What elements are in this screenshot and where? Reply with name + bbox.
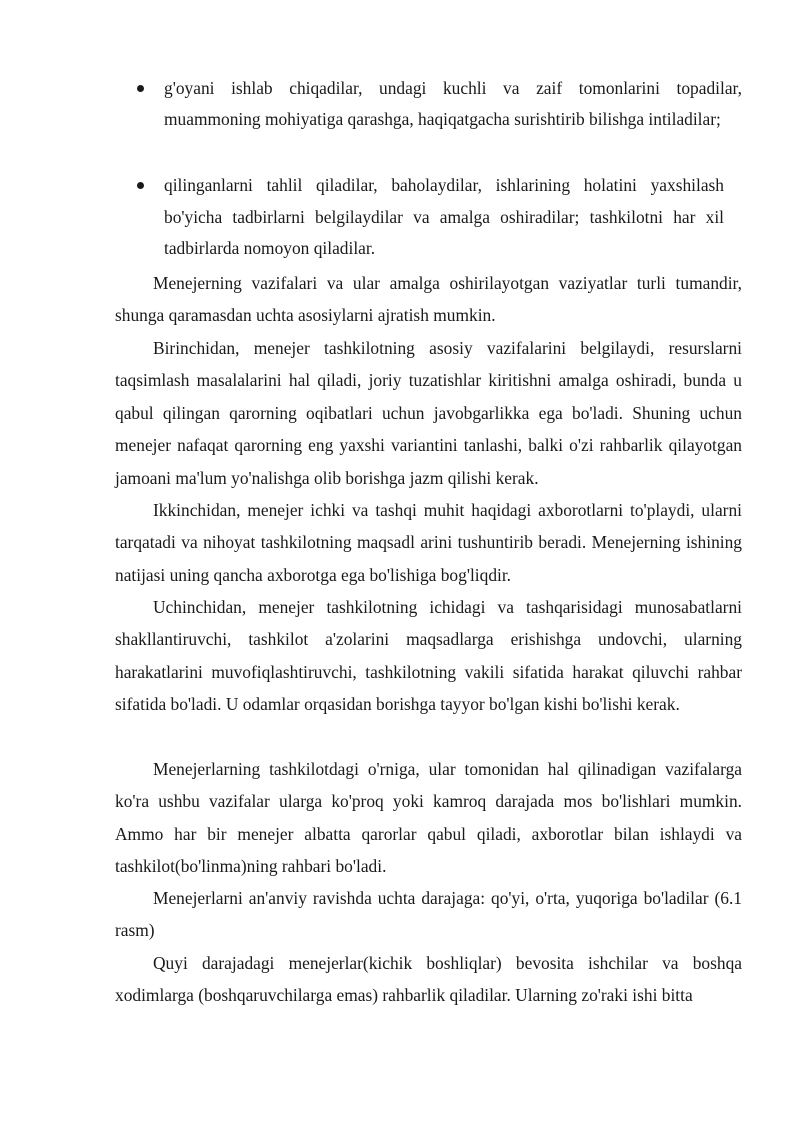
- paragraph: Uchinchidan, menejer tashkilotning ichidagi va tashqarisidagi munosabatlarni shakllantiruvchi, tashkilot a'zolarini maqsadlarga erishishga undovchi, ularning harakatlarini muvofiqlashtiruvchi, tashkilotning vakili sifatida harakat qiluvchi rahbar sifatida bo'ladi. U odamlar orqasidan borishga tayyor bo'lgan kishi bo'lishi kerak.: [115, 597, 742, 715]
- bullet-text: g'oyani ishlab chiqadilar, undagi kuchli va zaif tomonlarini topadilar, muammoning mohiyatiga qarashga, haqiqatgacha surishtirib bilishga intiladilar;: [164, 78, 742, 129]
- paragraph: Menejerlarni an'anviy ravishda uchta darajaga: qo'yi, o'rta, yuqoriga bo'ladilar (6.1 rasm): [115, 888, 742, 941]
- paragraph: Birinchidan, menejer tashkilotning asosiy vazifalarini belgilaydi, resurslarni taqsimlash masalalarini hal qiladi, joriy tuzatishlar kiritishni amalga oshiradi, bunda u qabul qilingan qarorning oqibatlari uchun javobgarlikka ega bo'ladi. Shuning uchun menejer nafaqat qarorning eng yaxshi variantini tanlashi, balki o'zi rahbarlik qilayotgan jamoani ma'lum yo'nalishga olib borishga jazm qilishi kerak.: [115, 338, 742, 488]
- bullet-dot-icon: [137, 85, 144, 92]
- paragraph: Quyi darajadagi menejerlar(kichik boshliqlar) bevosita ishchilar va boshqa xodimlarga (boshqaruvchilarga emas) rahbarlik qiladilar. Ularning zo'raki ishi bitta: [115, 953, 742, 1006]
- paragraph: Menejerlarning tashkilotdagi o'rniga, ular tomonidan hal qilinadigan vazifalarga ko'ra ushbu vazifalar ularga ko'proq yoki kamroq darajada mos bo'lishlari mumkin. Ammo har bir menejer albatta qarorlar qabul qiladi, axborotlar bilan ishlaydi va tashkilot(bo'linma)ning rahbari bo'ladi.: [115, 759, 742, 877]
- paragraph: Ikkinchidan, menejer ichki va tashqi muhit haqidagi axborotlarni to'playdi, ularni tarqatadi va nihoyat tashkilotning maqsadl arini tushuntirib beradi. Menejerning ishining natijasi uning qancha axborotga ega bo'lishiga bog'liqdir.: [115, 500, 742, 585]
- bullet-text: qilinganlarni tahlil qiladilar, baholaydilar, ishlarining holatini yaxshilash bo'yicha tadbirlarni belgilaydilar va amalga oshiradilar; tashkilotni har xil tadbirlarda nomoyon qiladilar.: [164, 175, 724, 258]
- bullet-dot-icon: [137, 182, 144, 189]
- paragraph: Menejerning vazifalari va ular amalga oshirilayotgan vaziyatlar turli tumandir, shunga qaramasdan uchta asosiylarni ajratish mumkin.: [115, 273, 742, 326]
